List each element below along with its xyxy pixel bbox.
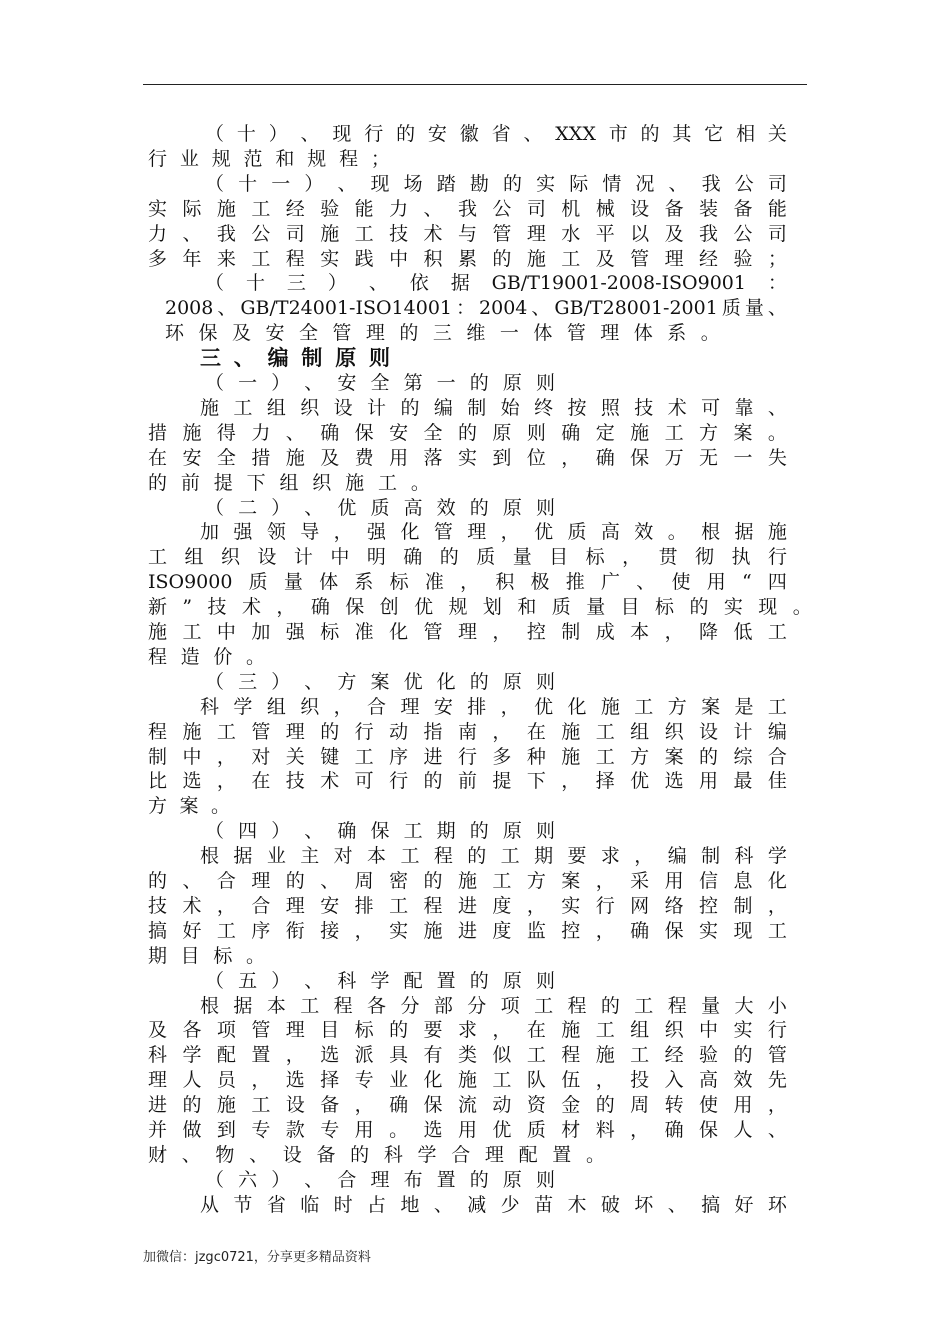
text-line: （ 六 ） 、 合 理 布 置 的 原 则 xyxy=(205,1169,555,1191)
text-line: 进 的 施 工 设 备 ， 确 保 流 动 资 金 的 周 转 使 用 ， xyxy=(148,1094,787,1116)
text-line: （ 一 ） 、 安 全 第 一 的 原 则 xyxy=(205,372,555,394)
text-line: 多 年 来 工 程 实 践 中 积 累 的 施 工 及 管 理 经 验 ； xyxy=(148,248,787,270)
text-line: （ 二 ） 、 优 质 高 效 的 原 则 xyxy=(205,497,555,519)
text-line: 措 施 得 力 、 确 保 安 全 的 原 则 确 定 施 工 方 案 。 xyxy=(148,422,787,444)
text-line: 力 、 我 公 司 施 工 技 术 与 管 理 水 平 以 及 我 公 司 xyxy=(148,223,787,245)
header-rule xyxy=(143,84,807,85)
text-line: 科 学 配 置 ， 选 派 具 有 类 似 工 程 施 工 经 验 的 管 xyxy=(148,1044,787,1066)
text-line: 程 施 工 管 理 的 行 动 指 南 ， 在 施 工 组 织 设 计 编 xyxy=(148,721,787,743)
text-line: 施 工 组 织 设 计 的 编 制 始 终 按 照 技 术 可 靠 、 xyxy=(200,397,787,419)
text-line: 在 安 全 措 施 及 费 用 落 实 到 位 ， 确 保 万 无 一 失 xyxy=(148,447,787,469)
text-line: 搞 好 工 序 衔 接 ， 实 施 进 度 监 控 ， 确 保 实 现 工 xyxy=(148,920,787,942)
text-line: （ 十 三 ） 、 依 据 GB/T19001-2008-ISO9001 ： xyxy=(205,272,787,294)
text-line: 施 工 中 加 强 标 准 化 管 理 ， 控 制 成 本 ， 降 低 工 xyxy=(148,621,787,643)
text-line: 并 做 到 专 款 专 用 。 选 用 优 质 材 料 ， 确 保 人 、 xyxy=(148,1119,787,1141)
section-heading: 三 、 编 制 原 则 xyxy=(200,345,390,370)
text-line: （ 十 一 ） 、 现 场 踏 勘 的 实 际 情 况 、 我 公 司 xyxy=(205,173,787,195)
text-line: 行 业 规 范 和 规 程 ； xyxy=(148,148,390,170)
text-line: 比 选 ， 在 技 术 可 行 的 前 提 下 ， 择 优 选 用 最 佳 xyxy=(148,770,787,792)
text-line: 从 节 省 临 时 占 地 、 减 少 苗 木 破 坏 、 搞 好 环 xyxy=(200,1194,787,1216)
text-line: 的 前 提 下 组 织 施 工 。 xyxy=(148,472,430,494)
footer-note: 加微信：jzgc0721，分享更多精品资料 xyxy=(143,1250,371,1265)
text-line: 及 各 项 管 理 目 标 的 要 求 ， 在 施 工 组 织 中 实 行 xyxy=(148,1019,787,1041)
text-line: 新 ” 技 术 ， 确 保 创 优 规 划 和 质 量 目 标 的 实 现 。 xyxy=(148,596,812,618)
text-line: 根 据 本 工 程 各 分 部 分 项 工 程 的 工 程 量 大 小 xyxy=(200,995,787,1017)
text-line: 科 学 组 织 ， 合 理 安 排 ， 优 化 施 工 方 案 是 工 xyxy=(200,696,787,718)
text-line: 方 案 。 xyxy=(148,795,230,817)
text-line: 加 强 领 导 ， 强 化 管 理 ， 优 质 高 效 。 根 据 施 xyxy=(200,521,787,543)
text-line: 程 造 价 。 xyxy=(148,646,265,668)
text-line: （ 十 ） 、 现 行 的 安 徽 省 、 XXX 市 的 其 它 相 关 xyxy=(205,123,787,145)
text-line: 工 组 织 设 计 中 明 确 的 质 量 目 标 ， 贯 彻 执 行 xyxy=(148,546,787,568)
text-line: 环 保 及 安 全 管 理 的 三 维 一 体 管 理 体 系 。 xyxy=(165,322,720,344)
text-line: （ 三 ） 、 方 案 优 化 的 原 则 xyxy=(205,671,555,693)
text-line: ISO9000 质 量 体 系 标 准 ， 积 极 推 广 、 使 用 “ 四 xyxy=(148,571,787,593)
text-line: （ 五 ） 、 科 学 配 置 的 原 则 xyxy=(205,970,555,992)
text-line: 根 据 业 主 对 本 工 程 的 工 期 要 求 ， 编 制 科 学 xyxy=(200,845,787,867)
text-line: （ 四 ） 、 确 保 工 期 的 原 则 xyxy=(205,820,555,842)
text-line: 技 术 ， 合 理 安 排 工 程 进 度 ， 实 行 网 络 控 制 ， xyxy=(148,895,787,917)
text-line: 实 际 施 工 经 验 能 力 、 我 公 司 机 械 设 备 装 备 能 xyxy=(148,198,787,220)
text-line: 期 目 标 。 xyxy=(148,945,265,967)
text-line: 制 中 ， 对 关 键 工 序 进 行 多 种 施 工 方 案 的 综 合 xyxy=(148,746,787,768)
text-line: 2008 、 GB/T24001-ISO14001 ： 2004 、 GB/T28001-2001 质 量 、 xyxy=(165,297,787,319)
text-line: 财 、 物 、 设 备 的 科 学 合 理 配 置 。 xyxy=(148,1144,605,1166)
text-line: 理 人 员 ， 选 择 专 业 化 施 工 队 伍 ， 投 入 高 效 先 xyxy=(148,1069,787,1091)
text-line: 的 、 合 理 的 、 周 密 的 施 工 方 案 ， 采 用 信 息 化 xyxy=(148,870,787,892)
